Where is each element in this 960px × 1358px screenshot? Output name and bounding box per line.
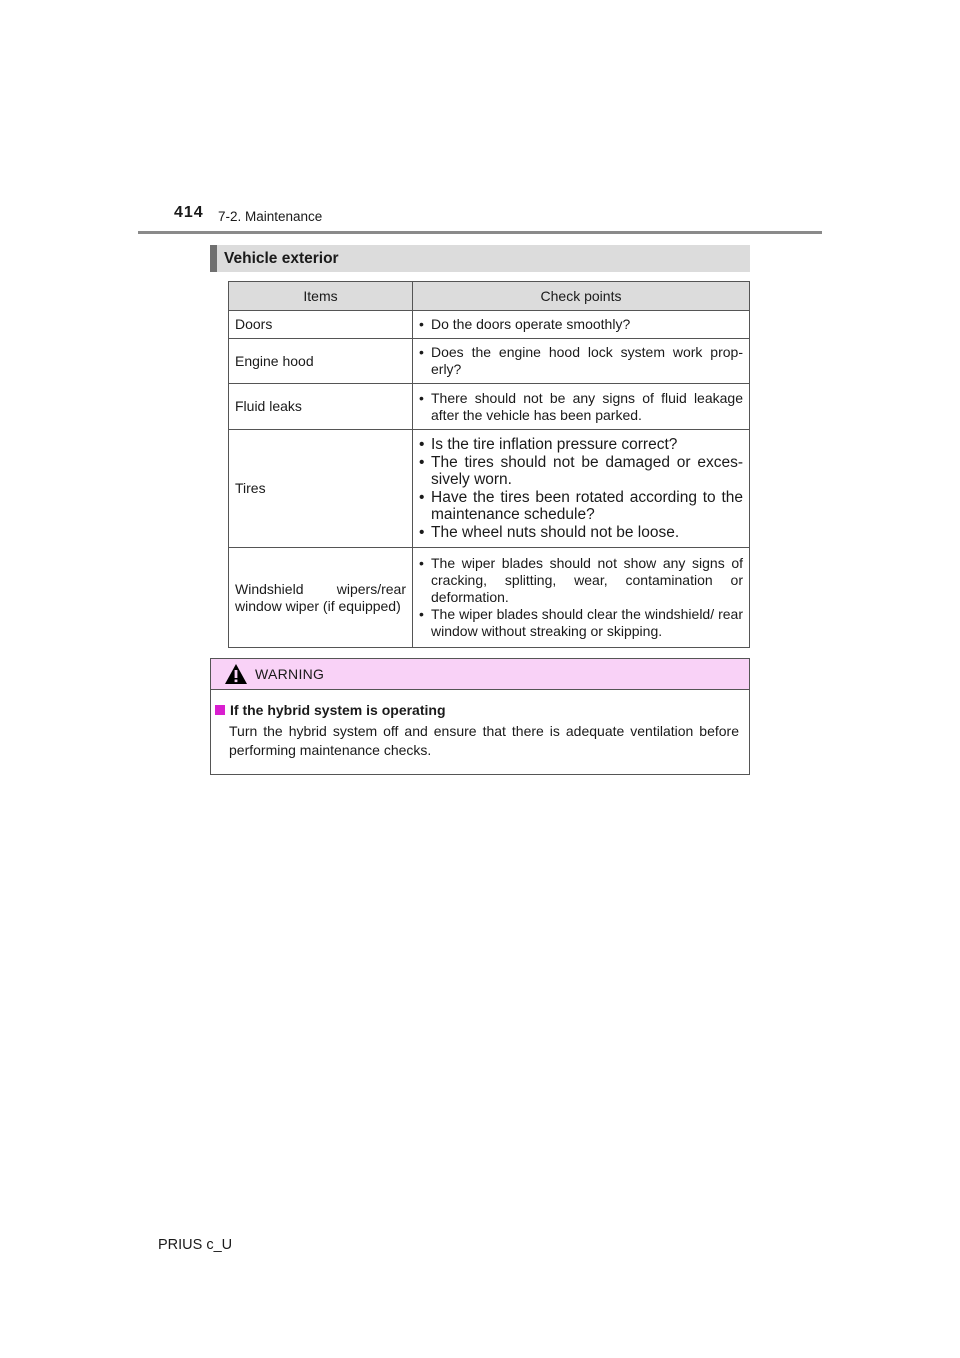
check-point: • Do the doors operate smoothly?	[419, 316, 743, 333]
check-points-cell	[413, 384, 750, 430]
table-row	[229, 339, 750, 384]
check-point: • The wiper blades should not show any signs of cracking, splitting, wear, contamination or deformation.	[419, 555, 743, 606]
item-cell: Tires	[229, 430, 413, 548]
table-row	[229, 548, 750, 648]
item-cell: Fluid leaks	[229, 384, 413, 430]
check-points-cell	[413, 430, 750, 548]
check-point: • The tires should not be damaged or exces-sively worn.	[419, 454, 743, 489]
check-table	[228, 281, 750, 648]
header-rule	[138, 231, 822, 234]
check-point: • Is the tire inflation pressure correct?	[419, 436, 743, 454]
square-bullet-icon	[215, 705, 225, 715]
section-heading: Vehicle exterior	[210, 245, 750, 272]
check-point: • The wheel nuts should not be loose.	[419, 524, 743, 542]
warning-body	[211, 690, 749, 760]
table-header-row	[229, 282, 750, 311]
check-points-cell	[413, 339, 750, 384]
item-cell: Doors	[229, 311, 413, 339]
warning-box	[210, 658, 750, 775]
check-points-cell	[413, 311, 750, 339]
table-row	[229, 384, 750, 430]
check-point: • Does the engine hood lock system work prop-erly?	[419, 344, 743, 378]
item-cell: Windshield wipers/rear window wiper (if equipped)	[229, 548, 413, 648]
check-point: • Have the tires been rotated according to the maintenance schedule?	[419, 489, 743, 524]
warning-header	[211, 659, 749, 690]
column-header-check-points: Check points	[413, 282, 750, 311]
warning-subhead-text: If the hybrid system is operating	[230, 702, 446, 718]
warning-text: Turn the hybrid system off and ensure that there is adequate ventilation before performing maintenance checks.	[229, 723, 739, 758]
check-points-cell	[413, 548, 750, 648]
warning-triangle-icon	[224, 663, 248, 685]
section-label: 7-2. Maintenance	[218, 209, 323, 224]
page-number: 414	[174, 204, 204, 221]
column-header-items: Items	[229, 282, 413, 311]
table-row	[229, 311, 750, 339]
table-row	[229, 430, 750, 548]
check-point: • There should not be any signs of fluid leakage after the vehicle has been parked.	[419, 390, 743, 424]
item-cell: Engine hood	[229, 339, 413, 384]
warning-title: WARNING	[255, 666, 325, 682]
check-point: • The wiper blades should clear the windshield/ rear window without streaking or skipping.	[419, 606, 743, 640]
footer-model: PRIUS c_U	[158, 1237, 233, 1253]
warning-subhead	[215, 701, 739, 719]
